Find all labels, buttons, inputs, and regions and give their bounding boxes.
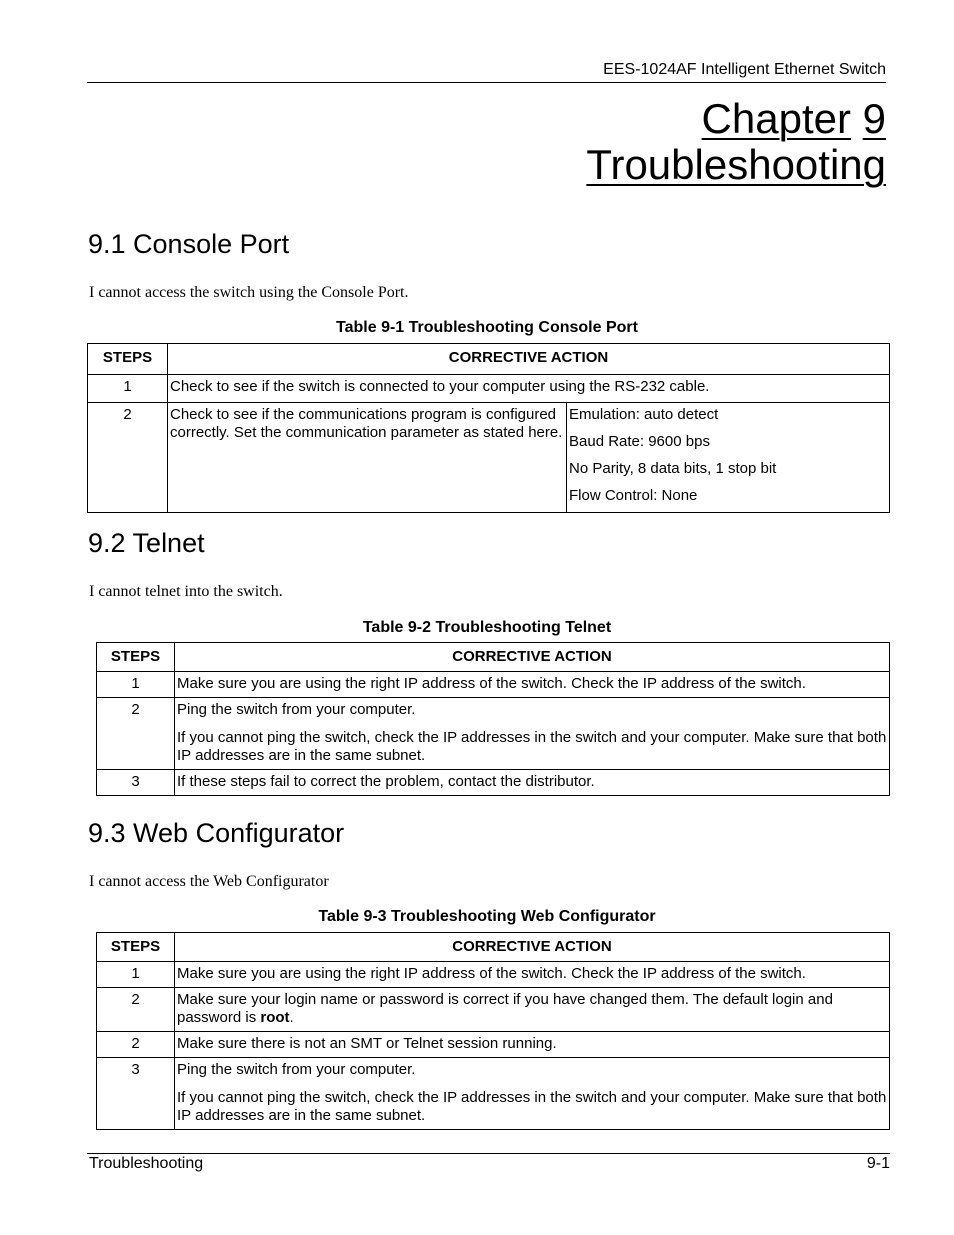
table-row: [88, 375, 890, 403]
table-header-row: [97, 643, 890, 672]
setting-item: No Parity, 8 data bits, 1 stop bit: [569, 460, 777, 477]
corrective-action: Make sure there is not an SMT or Telnet session running.: [175, 1032, 890, 1058]
footer-rule: [87, 1153, 890, 1154]
column-header: STEPS: [97, 933, 175, 962]
section-heading: 9.1 Console Port: [88, 229, 290, 259]
action-paragraph: Ping the switch from your computer.: [177, 701, 416, 718]
console-port-table: [87, 343, 890, 513]
section-heading: 9.2 Telnet: [88, 528, 205, 558]
chapter-title: Troubleshooting: [586, 141, 886, 188]
column-header: STEPS: [97, 643, 175, 672]
table-caption: Table 9-2 Troubleshooting Telnet: [362, 619, 612, 636]
table-row: [88, 403, 890, 513]
default-password: root: [260, 1009, 290, 1026]
column-header: CORRECTIVE ACTION: [175, 643, 890, 672]
table-row: [97, 698, 890, 770]
corrective-action: [175, 988, 890, 1032]
step-number: 3: [97, 770, 175, 796]
corrective-action: Make sure you are using the right IP address of the switch. Check the IP address of the switch.: [175, 672, 890, 698]
table-header-row: [88, 344, 890, 375]
section-intro: I cannot telnet into the switch.: [89, 583, 283, 600]
chapter-number-line: [702, 95, 886, 143]
step-number: 3: [97, 1058, 175, 1130]
table-row: [97, 1032, 890, 1058]
communication-settings: [567, 403, 890, 513]
table-row: [97, 1058, 890, 1130]
corrective-action: [175, 698, 890, 770]
section-intro: I cannot access the Web Configurator: [89, 873, 329, 890]
page-number: 9-1: [866, 1155, 890, 1172]
column-header: CORRECTIVE ACTION: [175, 933, 890, 962]
action-paragraph: If you cannot ping the switch, check the IP addresses in the switch and your computer. Make sure that both IP addresses are in the same subnet.: [177, 729, 887, 764]
step-number: 2: [97, 1032, 175, 1058]
corrective-action: Make sure you are using the right IP address of the switch. Check the IP address of the switch.: [175, 962, 890, 988]
corrective-action: Check to see if the switch is connected to your computer using the RS-232 cable.: [168, 375, 890, 403]
action-text: Make sure your login name or password is correct if you have changed them. The default login and password is: [177, 991, 833, 1026]
table-caption: Table 9-3 Troubleshooting Web Configurator: [318, 908, 656, 925]
column-header: CORRECTIVE ACTION: [168, 344, 890, 375]
section-intro: I cannot access the switch using the Console Port.: [89, 284, 409, 301]
web-configurator-table: [96, 932, 890, 1130]
action-paragraph: Ping the switch from your computer.: [177, 1061, 416, 1078]
footer-chapter-name: Troubleshooting: [89, 1155, 204, 1172]
table-row: [97, 770, 890, 796]
table-row: [97, 672, 890, 698]
header-rule: [87, 82, 886, 83]
corrective-action: [175, 1058, 890, 1130]
action-paragraph: If you cannot ping the switch, check the IP addresses in the switch and your computer. Make sure that both IP addresses are in the same subnet.: [177, 1089, 887, 1124]
step-number: 1: [97, 672, 175, 698]
step-number: 2: [97, 988, 175, 1032]
table-row: [97, 962, 890, 988]
chapter-number: 9: [862, 95, 886, 142]
table-caption: Table 9-1 Troubleshooting Console Port: [336, 319, 638, 336]
setting-item: Emulation: auto detect: [569, 406, 719, 423]
table-header-row: [97, 933, 890, 962]
corrective-action: If these steps fail to correct the problem, contact the distributor.: [175, 770, 890, 796]
action-text-end: .: [289, 1009, 294, 1026]
step-number: 2: [97, 698, 175, 770]
column-header: STEPS: [88, 344, 168, 375]
running-header: EES-1024AF Intelligent Ethernet Switch: [603, 61, 886, 78]
telnet-table: [96, 642, 890, 796]
table-row: [97, 988, 890, 1032]
setting-item: Baud Rate: 9600 bps: [569, 433, 710, 450]
step-number: 1: [88, 375, 168, 403]
section-heading: 9.3 Web Configurator: [88, 818, 345, 848]
step-number: 1: [97, 962, 175, 988]
chapter-label: Chapter: [701, 95, 851, 142]
corrective-action: Check to see if the communications program is configured correctly. Set the communication parameter as stated here.: [168, 403, 567, 513]
setting-item: Flow Control: None: [569, 487, 698, 504]
step-number: 2: [88, 403, 168, 513]
